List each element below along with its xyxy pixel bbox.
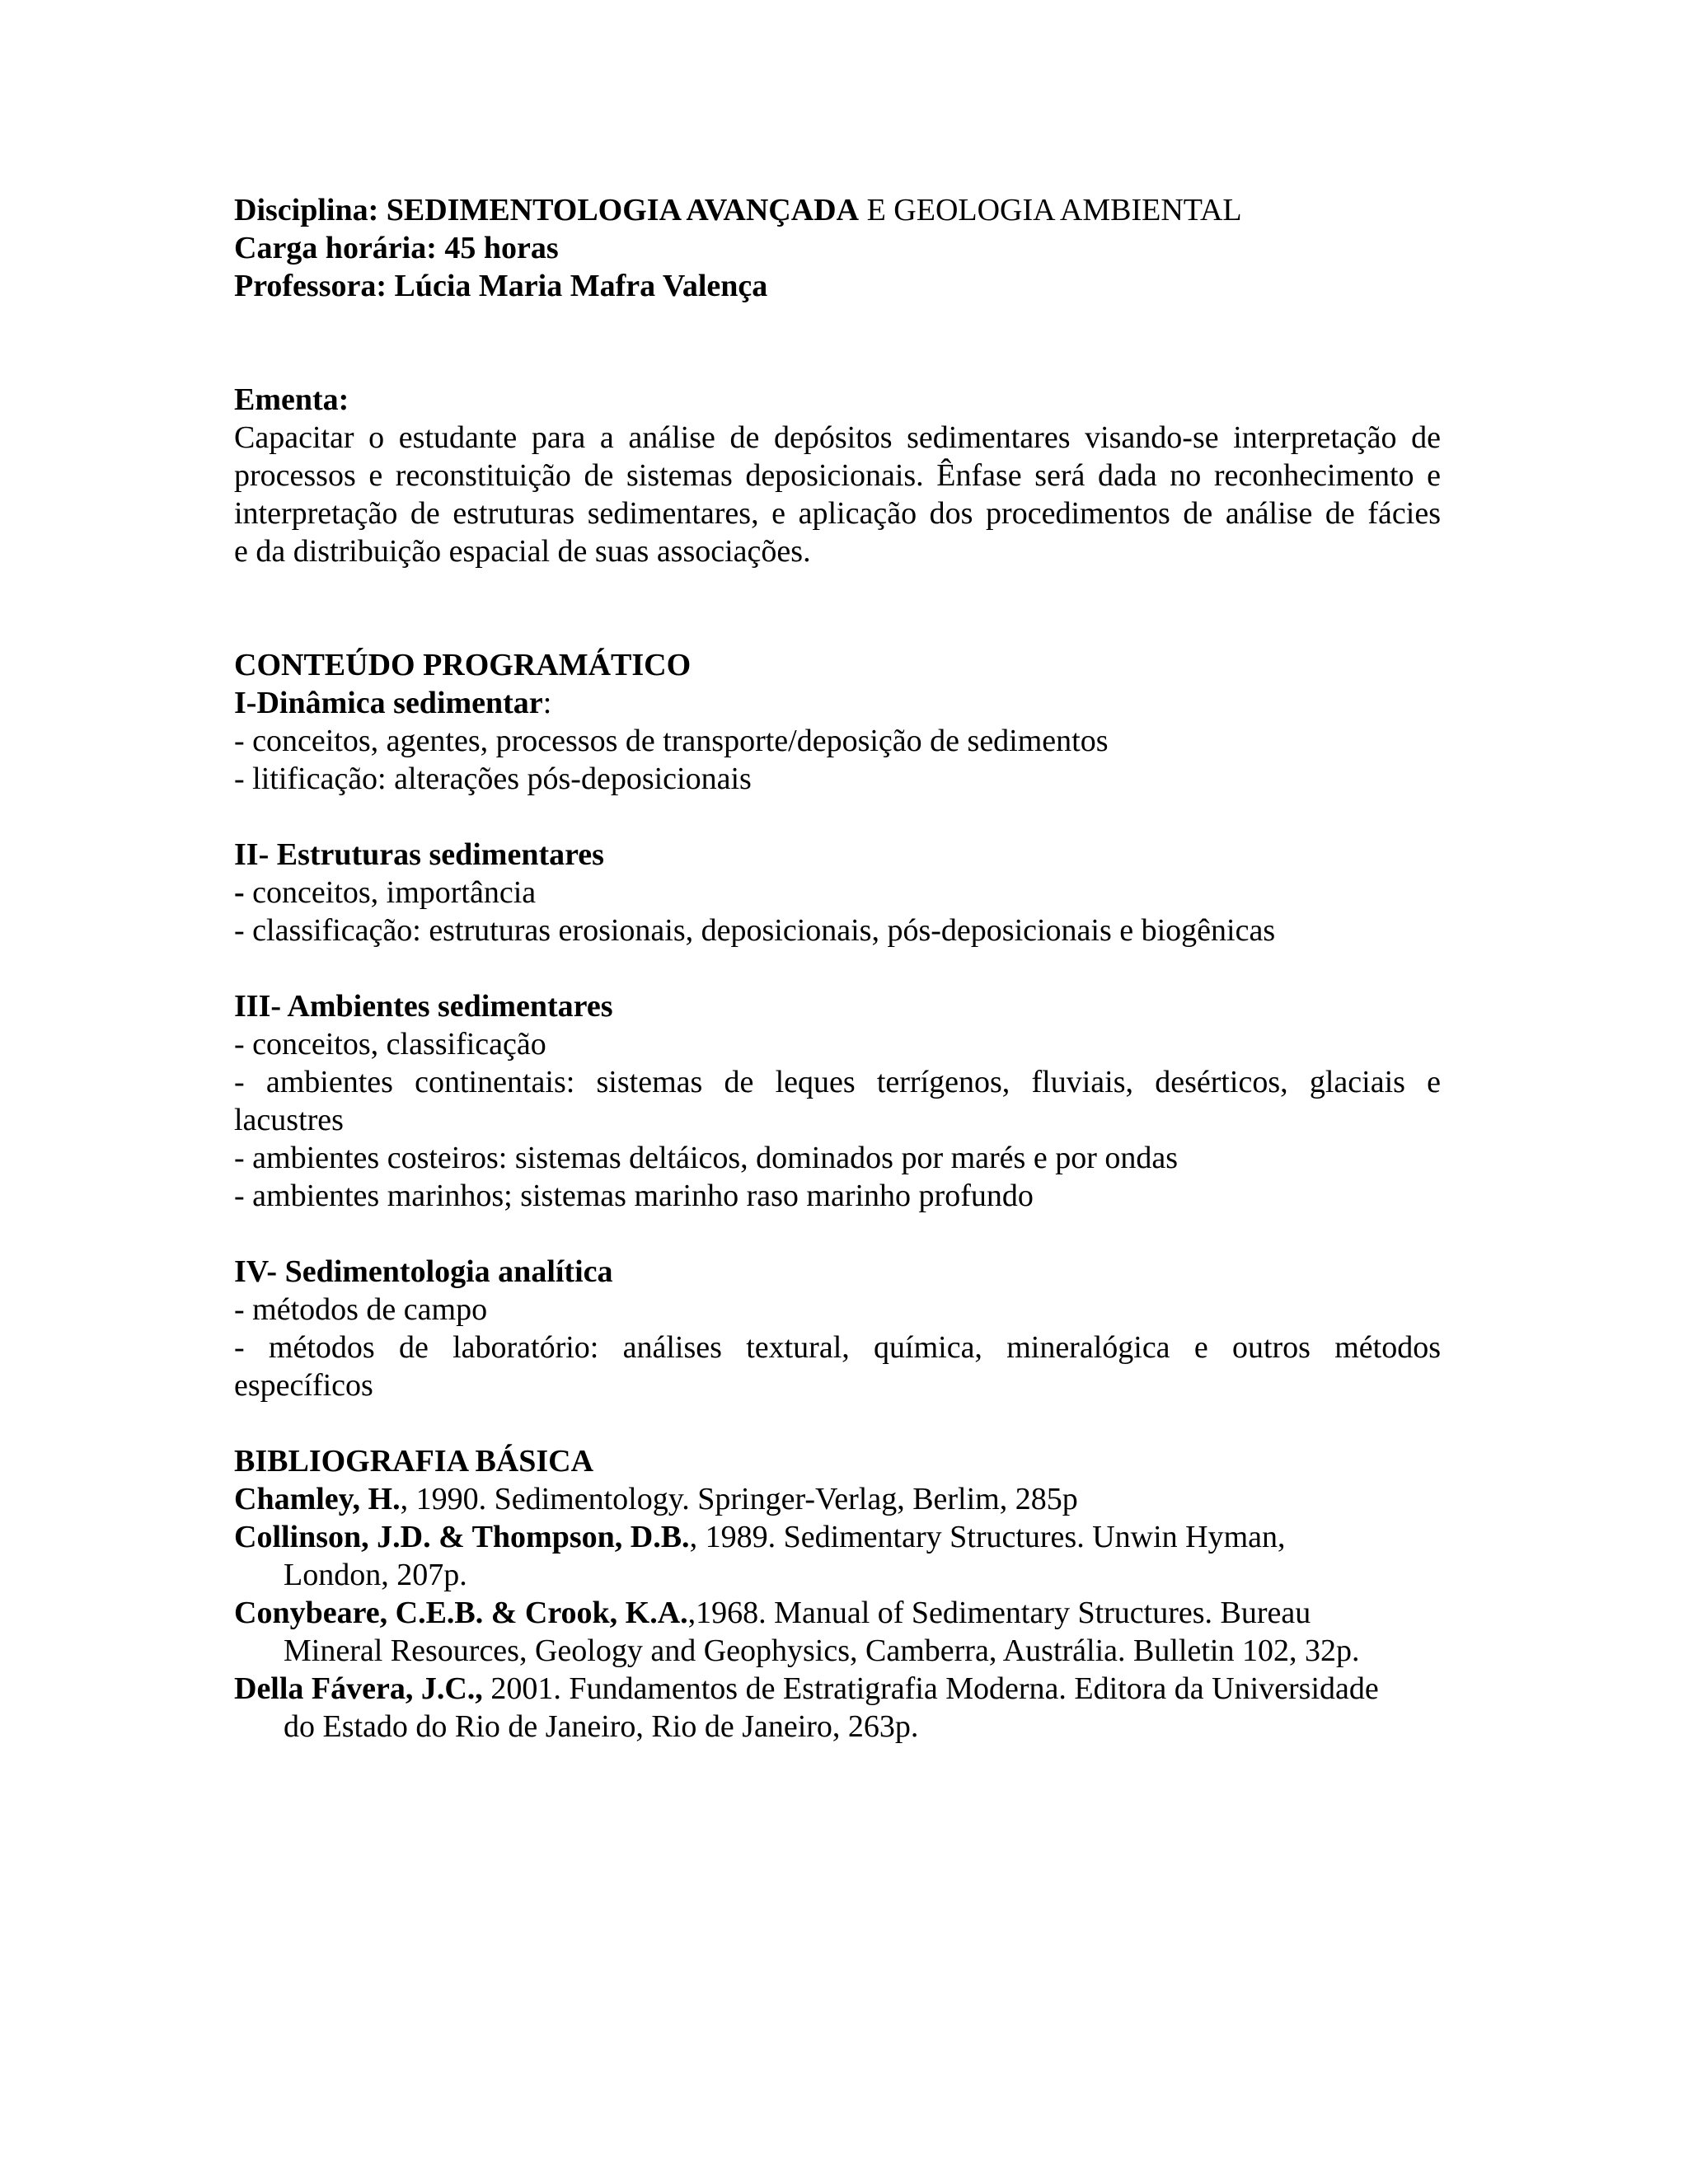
course-meta — [234, 229, 1441, 305]
discipline-name-bold: SEDIMENTOLOGIA AVANÇADA — [386, 193, 860, 227]
topic-item: - conceitos, classificação — [234, 1027, 546, 1062]
topic-item: - métodos de campo — [234, 1292, 488, 1327]
program-content-heading: CONTEÚDO PROGRAMÁTICO — [234, 648, 692, 682]
topic-item: - conceitos, importância — [234, 875, 537, 910]
bibliography-list — [234, 1480, 1441, 1746]
ementa-line: Capacitar o estudante para a análise de depósitos sedimentares visando-se interpretação de — [234, 420, 1441, 455]
discipline-name-rest: E GEOLOGIA AMBIENTAL — [866, 193, 1242, 227]
topic-title: III- Ambientes sedimentares — [234, 989, 613, 1024]
topic-title: IV- Sedimentologia analítica — [234, 1254, 613, 1289]
ref-authors: Conybeare, C.E.B. & Crook, K.A. — [234, 1596, 688, 1630]
topic-4 — [234, 1253, 1441, 1404]
topic-title: II- Estruturas sedimentares — [234, 837, 604, 872]
ementa-section — [234, 381, 1441, 570]
topic-2 — [234, 836, 1441, 949]
discipline-label: Disciplina: — [234, 193, 379, 227]
topic-title: I-Dinâmica sedimentar — [234, 686, 543, 720]
ementa-label: Ementa: — [234, 382, 349, 417]
topic-1: I-Dinâmica sedimentar: - conceitos, agentes, processos de transporte/deposição de sedimentos - litificação: alterações pós-deposicionais — [234, 684, 1441, 798]
ementa-line: processos e reconstituição de sistemas deposicionais. Ênfase será dada no reconhecimento e — [234, 458, 1441, 493]
bibliography-heading: BIBLIOGRAFIA BÁSICA — [234, 1444, 594, 1479]
course-title — [234, 191, 1441, 229]
ementa-line: e da distribuição espacial de suas associações. — [234, 534, 811, 569]
topic-item: - conceitos, agentes, processos de transporte/deposição de sedimentos — [234, 724, 1109, 758]
workload: Carga horária: 45 horas — [234, 231, 559, 265]
bibliography-entry: Collinson, J.D. & Thompson, D.B., 1989. Sedimentary Structures. Unwin Hyman, London, 207p. — [234, 1520, 1286, 1592]
topic-3 — [234, 987, 1441, 1215]
ref-authors: Collinson, J.D. & Thompson, D.B. — [234, 1520, 690, 1554]
professor: Professora: Lúcia Maria Mafra Valença — [234, 269, 768, 303]
ref-authors: Della Fávera, J.C., — [234, 1671, 483, 1706]
topic-item: - litificação: alterações pós-deposicionais — [234, 762, 752, 796]
ref-authors: Chamley, H. — [234, 1482, 401, 1516]
bibliography-entry: Della Fávera, J.C., 2001. Fundamentos de Estratigrafia Moderna. Editora da Universidade do Estado do Rio de Janeiro, Rio de Janeiro, 263p. — [234, 1671, 1379, 1744]
topic-item: - ambientes marinhos; sistemas marinho raso marinho profundo — [234, 1179, 1034, 1213]
topic-item: - classificação: estruturas erosionais, deposicionais, pós-deposicionais e biogênicas — [234, 913, 1276, 948]
topic-item: - métodos de laboratório: análises textural, química, mineralógica e outros métodos — [234, 1330, 1441, 1365]
ementa-line: interpretação de estruturas sedimentares, e aplicação dos procedimentos de análise de fácies — [234, 496, 1441, 531]
bibliography-entry: Chamley, H., 1990. Sedimentology. Springer-Verlag, Berlim, 285p — [234, 1482, 1078, 1516]
topic-item: lacustres — [234, 1103, 344, 1137]
topic-item: específicos — [234, 1368, 373, 1403]
bibliography-entry: Conybeare, C.E.B. & Crook, K.A.,1968. Manual of Sedimentary Structures. Bureau Mineral Resources, Geology and Geophysics, Camberra, Austrália. Bulletin 102, 32p. — [234, 1596, 1360, 1668]
topic-item: - ambientes continentais: sistemas de leques terrígenos, fluviais, desérticos, glaciais e — [234, 1065, 1441, 1099]
topic-item: - ambientes costeiros: sistemas deltáicos, dominados por marés e por ondas — [234, 1141, 1179, 1175]
